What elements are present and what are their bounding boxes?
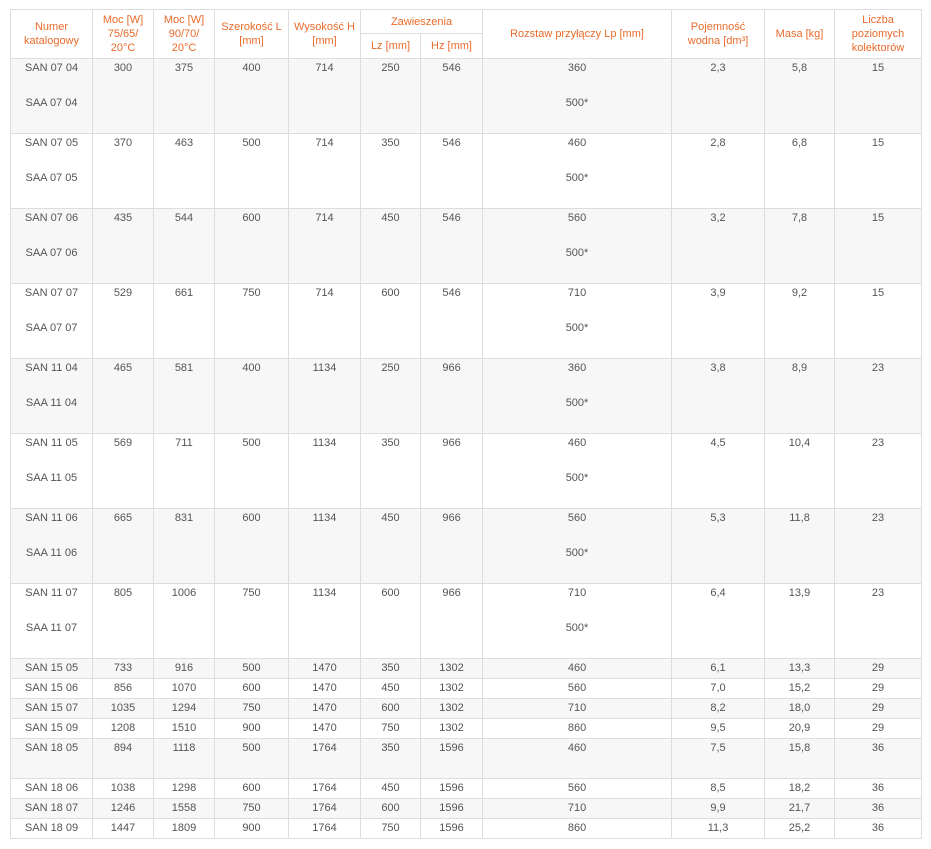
cell-capacity: 4,5	[672, 434, 765, 509]
cell-hz: 1302	[421, 679, 483, 699]
cell-collectors: 23	[835, 584, 922, 659]
cell-spacing-line1: 560	[567, 212, 587, 224]
cell-catalog-line1: SAN 07 05	[24, 137, 79, 149]
header-capacity: Pojemność wodna [dm³]	[672, 10, 765, 59]
cell-power-90: 463	[154, 134, 215, 209]
cell-spacing-line2: 500*	[565, 247, 589, 259]
cell-spacing	[483, 134, 672, 209]
cell-hz: 1302	[421, 699, 483, 719]
cell-gap	[485, 452, 669, 469]
cell-spacing-line1: 360	[567, 62, 587, 74]
cell-lz: 350	[361, 659, 421, 679]
cell-gap	[485, 227, 669, 244]
cell-spacing-line2: 500*	[565, 322, 589, 334]
cell-power-90: 1809	[154, 819, 215, 839]
cell-spacing-line1: 360	[567, 362, 587, 374]
cell-width: 600	[215, 209, 289, 284]
cell-width: 400	[215, 359, 289, 434]
cell-height: 1470	[289, 679, 361, 699]
table-row	[11, 434, 922, 509]
table-row	[11, 59, 922, 134]
cell-catalog-line2: SAA 11 07	[25, 622, 78, 634]
cell-catalog	[11, 509, 93, 584]
cell-hz: 966	[421, 359, 483, 434]
table-row	[11, 209, 922, 284]
cell-collectors: 15	[835, 284, 922, 359]
cell-power-90: 916	[154, 659, 215, 679]
cell-spacing: 860	[483, 819, 672, 839]
cell-power-90: 1298	[154, 779, 215, 799]
cell-power-90: 375	[154, 59, 215, 134]
cell-lz: 250	[361, 359, 421, 434]
table-row	[11, 739, 922, 779]
cell-spacing-line2: 500*	[565, 472, 589, 484]
cell-height: 1470	[289, 659, 361, 679]
header-spacing: Rozstaw przyłączy Lp [mm]	[483, 10, 672, 59]
cell-capacity: 7,5	[672, 739, 765, 779]
table-row	[11, 584, 922, 659]
cell-catalog-line2: SAA 11 04	[25, 397, 78, 409]
cell-height: 714	[289, 134, 361, 209]
header-height: Wysokość H [mm]	[289, 10, 361, 59]
cell-capacity: 9,9	[672, 799, 765, 819]
cell-spacing	[483, 434, 672, 509]
cell-catalog	[11, 359, 93, 434]
cell-catalog	[11, 209, 93, 284]
cell-gap	[485, 377, 669, 394]
cell-collectors: 29	[835, 719, 922, 739]
cell-hz: 546	[421, 209, 483, 284]
cell-catalog-line2: SAA 07 05	[25, 172, 78, 184]
cell-mass: 7,8	[765, 209, 835, 284]
cell-lz: 600	[361, 799, 421, 819]
cell-lz: 450	[361, 679, 421, 699]
cell-width: 500	[215, 134, 289, 209]
cell-power-90: 711	[154, 434, 215, 509]
cell-gap	[13, 152, 90, 169]
cell-lz: 450	[361, 509, 421, 584]
cell-capacity: 6,1	[672, 659, 765, 679]
cell-power-75: 1246	[93, 799, 154, 819]
cell-catalog: SAN 15 09	[11, 719, 93, 739]
cell-power-75: 1447	[93, 819, 154, 839]
table-header	[11, 10, 922, 59]
cell-catalog-line1: SAN 11 04	[25, 362, 78, 374]
cell-catalog	[11, 134, 93, 209]
cell-height: 1764	[289, 739, 361, 779]
cell-capacity: 3,8	[672, 359, 765, 434]
cell-catalog: SAN 15 05	[11, 659, 93, 679]
header-lz: Lz [mm]	[361, 34, 421, 59]
cell-power-75: 435	[93, 209, 154, 284]
cell-catalog-line2: SAA 11 05	[25, 472, 78, 484]
cell-height: 714	[289, 284, 361, 359]
cell-gap	[485, 302, 669, 319]
cell-capacity: 8,2	[672, 699, 765, 719]
cell-capacity: 3,9	[672, 284, 765, 359]
cell-mass: 18,0	[765, 699, 835, 719]
radiator-spec-table	[10, 9, 922, 839]
cell-gap	[485, 152, 669, 169]
cell-height: 1764	[289, 799, 361, 819]
table-row	[11, 799, 922, 819]
cell-mass: 15,2	[765, 679, 835, 699]
cell-mass: 20,9	[765, 719, 835, 739]
cell-capacity: 2,3	[672, 59, 765, 134]
cell-gap	[485, 602, 669, 619]
table-row	[11, 509, 922, 584]
header-collectors: Liczba poziomych kolektorów	[835, 10, 922, 59]
cell-spacing: 860	[483, 719, 672, 739]
cell-capacity: 6,4	[672, 584, 765, 659]
cell-height: 1470	[289, 719, 361, 739]
cell-mass: 6,8	[765, 134, 835, 209]
cell-collectors: 29	[835, 699, 922, 719]
cell-spacing: 710	[483, 799, 672, 819]
cell-power-75: 300	[93, 59, 154, 134]
cell-collectors: 15	[835, 59, 922, 134]
table-row	[11, 699, 922, 719]
cell-catalog-line2: SAA 07 07	[25, 322, 78, 334]
cell-spacing: 460	[483, 739, 672, 779]
cell-spacing-line1: 460	[567, 137, 587, 149]
cell-hz: 1596	[421, 819, 483, 839]
cell-hz: 1302	[421, 719, 483, 739]
cell-power-90: 1510	[154, 719, 215, 739]
cell-width: 750	[215, 584, 289, 659]
table-row	[11, 659, 922, 679]
cell-height: 1134	[289, 434, 361, 509]
cell-lz: 350	[361, 739, 421, 779]
cell-width: 900	[215, 819, 289, 839]
cell-mass: 15,8	[765, 739, 835, 779]
cell-power-90: 1070	[154, 679, 215, 699]
cell-mass: 10,4	[765, 434, 835, 509]
cell-gap	[13, 602, 90, 619]
header-hz: Hz [mm]	[421, 34, 483, 59]
cell-power-90: 831	[154, 509, 215, 584]
cell-hz: 546	[421, 59, 483, 134]
cell-power-75: 465	[93, 359, 154, 434]
cell-height: 714	[289, 209, 361, 284]
cell-width: 500	[215, 659, 289, 679]
cell-catalog	[11, 284, 93, 359]
cell-gap	[485, 77, 669, 94]
cell-width: 750	[215, 699, 289, 719]
cell-power-75: 1035	[93, 699, 154, 719]
cell-power-90: 1294	[154, 699, 215, 719]
cell-power-75: 529	[93, 284, 154, 359]
cell-width: 750	[215, 799, 289, 819]
cell-collectors: 23	[835, 434, 922, 509]
cell-collectors: 36	[835, 739, 922, 779]
cell-hz: 1302	[421, 659, 483, 679]
cell-height: 1470	[289, 699, 361, 719]
cell-gap	[13, 377, 90, 394]
cell-width: 600	[215, 779, 289, 799]
cell-height: 1134	[289, 359, 361, 434]
cell-catalog-line1: SAN 11 05	[25, 437, 78, 449]
cell-width: 750	[215, 284, 289, 359]
cell-power-75: 805	[93, 584, 154, 659]
cell-collectors: 23	[835, 359, 922, 434]
cell-mass: 8,9	[765, 359, 835, 434]
cell-spacing: 710	[483, 699, 672, 719]
cell-spacing: 560	[483, 779, 672, 799]
cell-mass: 13,3	[765, 659, 835, 679]
cell-gap	[13, 77, 90, 94]
cell-spacing	[483, 284, 672, 359]
cell-power-75: 856	[93, 679, 154, 699]
cell-collectors: 36	[835, 799, 922, 819]
cell-collectors: 15	[835, 134, 922, 209]
cell-spacing: 460	[483, 659, 672, 679]
cell-collectors: 23	[835, 509, 922, 584]
cell-hz: 546	[421, 284, 483, 359]
cell-power-75: 894	[93, 739, 154, 779]
cell-power-90: 1558	[154, 799, 215, 819]
cell-spacing-line1: 560	[567, 512, 587, 524]
cell-hz: 966	[421, 434, 483, 509]
cell-catalog-line1: SAN 11 07	[25, 587, 78, 599]
cell-width: 900	[215, 719, 289, 739]
cell-catalog-line1: SAN 11 06	[25, 512, 78, 524]
cell-mass: 9,2	[765, 284, 835, 359]
cell-width: 600	[215, 509, 289, 584]
cell-spacing-line1: 710	[567, 587, 587, 599]
cell-catalog-line2: SAA 07 06	[25, 247, 78, 259]
cell-catalog: SAN 18 09	[11, 819, 93, 839]
cell-width: 500	[215, 739, 289, 779]
cell-hz: 966	[421, 584, 483, 659]
cell-capacity: 3,2	[672, 209, 765, 284]
cell-capacity: 5,3	[672, 509, 765, 584]
cell-lz: 350	[361, 134, 421, 209]
cell-catalog-line2: SAA 07 04	[25, 97, 78, 109]
cell-collectors: 29	[835, 679, 922, 699]
cell-power-90: 1006	[154, 584, 215, 659]
cell-lz: 450	[361, 779, 421, 799]
cell-gap	[485, 527, 669, 544]
cell-catalog	[11, 434, 93, 509]
cell-lz: 600	[361, 699, 421, 719]
cell-lz: 750	[361, 819, 421, 839]
cell-collectors: 15	[835, 209, 922, 284]
cell-gap	[13, 452, 90, 469]
cell-spacing-line2: 500*	[565, 547, 589, 559]
cell-catalog	[11, 584, 93, 659]
cell-lz: 600	[361, 284, 421, 359]
cell-power-75: 370	[93, 134, 154, 209]
cell-mass: 5,8	[765, 59, 835, 134]
table-body	[11, 59, 922, 839]
cell-lz: 250	[361, 59, 421, 134]
cell-capacity: 7,0	[672, 679, 765, 699]
cell-mass: 13,9	[765, 584, 835, 659]
cell-mass: 25,2	[765, 819, 835, 839]
cell-power-75: 569	[93, 434, 154, 509]
cell-gap	[13, 302, 90, 319]
cell-catalog: SAN 18 05	[11, 739, 93, 779]
cell-capacity: 8,5	[672, 779, 765, 799]
cell-width: 500	[215, 434, 289, 509]
cell-catalog: SAN 18 06	[11, 779, 93, 799]
cell-catalog-line1: SAN 07 06	[24, 212, 79, 224]
cell-catalog: SAN 18 07	[11, 799, 93, 819]
cell-height: 714	[289, 59, 361, 134]
cell-spacing	[483, 209, 672, 284]
table-row	[11, 679, 922, 699]
table-row	[11, 819, 922, 839]
header-catalog: Numer katalogowy	[11, 10, 93, 59]
cell-lz: 450	[361, 209, 421, 284]
cell-spacing-line2: 500*	[565, 622, 589, 634]
cell-spacing-line2: 500*	[565, 397, 589, 409]
cell-mass: 11,8	[765, 509, 835, 584]
cell-spacing	[483, 59, 672, 134]
table-row	[11, 719, 922, 739]
cell-spacing	[483, 359, 672, 434]
cell-hz: 546	[421, 134, 483, 209]
cell-hz: 1596	[421, 779, 483, 799]
cell-catalog-line1: SAN 07 04	[24, 62, 79, 74]
table-row	[11, 284, 922, 359]
cell-capacity: 2,8	[672, 134, 765, 209]
header-power-90: Moc [W] 90/70/ 20°C	[154, 10, 215, 59]
cell-capacity: 11,3	[672, 819, 765, 839]
header-mass: Masa [kg]	[765, 10, 835, 59]
cell-gap	[13, 227, 90, 244]
cell-power-90: 544	[154, 209, 215, 284]
cell-height: 1764	[289, 819, 361, 839]
cell-spacing	[483, 584, 672, 659]
cell-height: 1764	[289, 779, 361, 799]
cell-power-90: 1118	[154, 739, 215, 779]
cell-height: 1134	[289, 509, 361, 584]
cell-lz: 600	[361, 584, 421, 659]
header-width: Szerokość L [mm]	[215, 10, 289, 59]
cell-spacing-line1: 460	[567, 437, 587, 449]
cell-collectors: 29	[835, 659, 922, 679]
table-row	[11, 359, 922, 434]
cell-power-75: 1208	[93, 719, 154, 739]
cell-catalog: SAN 15 06	[11, 679, 93, 699]
header-power-75: Moc [W] 75/65/ 20°C	[93, 10, 154, 59]
cell-power-75: 1038	[93, 779, 154, 799]
cell-power-90: 661	[154, 284, 215, 359]
cell-hz: 966	[421, 509, 483, 584]
cell-width: 600	[215, 679, 289, 699]
cell-height: 1134	[289, 584, 361, 659]
cell-catalog: SAN 15 07	[11, 699, 93, 719]
cell-collectors: 36	[835, 819, 922, 839]
cell-hz: 1596	[421, 739, 483, 779]
cell-gap	[13, 527, 90, 544]
header-suspension: Zawieszenia	[361, 10, 483, 34]
cell-lz: 750	[361, 719, 421, 739]
cell-spacing: 560	[483, 679, 672, 699]
cell-collectors: 36	[835, 779, 922, 799]
cell-power-75: 733	[93, 659, 154, 679]
cell-width: 400	[215, 59, 289, 134]
cell-power-75: 665	[93, 509, 154, 584]
cell-spacing-line1: 710	[567, 287, 587, 299]
cell-catalog-line1: SAN 07 07	[24, 287, 79, 299]
cell-spacing-line2: 500*	[565, 172, 589, 184]
cell-lz: 350	[361, 434, 421, 509]
cell-spacing-line2: 500*	[565, 97, 589, 109]
cell-capacity: 9,5	[672, 719, 765, 739]
cell-mass: 18,2	[765, 779, 835, 799]
table-row	[11, 134, 922, 209]
table-row	[11, 779, 922, 799]
cell-catalog	[11, 59, 93, 134]
cell-hz: 1596	[421, 799, 483, 819]
cell-mass: 21,7	[765, 799, 835, 819]
cell-power-90: 581	[154, 359, 215, 434]
radiator-spec-table-container	[10, 9, 921, 839]
cell-catalog-line2: SAA 11 06	[25, 547, 78, 559]
cell-spacing	[483, 509, 672, 584]
